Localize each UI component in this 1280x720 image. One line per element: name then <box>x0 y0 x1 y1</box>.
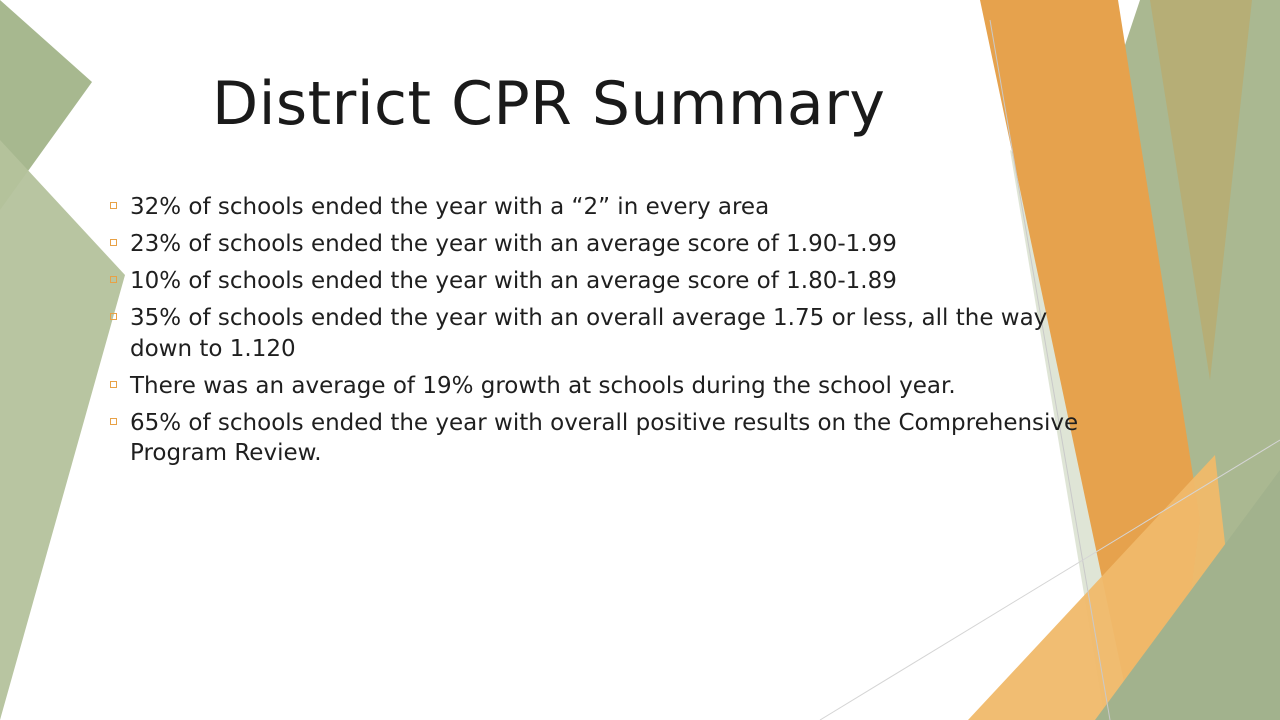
bullet-text: 65% of schools ended the year with overall positive results on the Comprehensive Program Review. <box>130 409 1079 466</box>
square-bullet-icon <box>110 313 117 320</box>
square-bullet-icon <box>110 239 117 246</box>
bullet-item <box>104 408 1084 469</box>
bullet-text: 10% of schools ended the year with an average score of 1.80-1.89 <box>130 268 897 294</box>
bullet-item <box>104 192 1084 223</box>
bullet-item <box>104 229 1084 260</box>
square-bullet-icon <box>110 276 117 283</box>
bullet-list <box>104 192 1084 475</box>
square-bullet-icon <box>110 202 117 209</box>
bullet-text: 35% of schools ended the year with an overall average 1.75 or less, all the way down to 1.120 <box>130 305 1048 362</box>
bullet-text: There was an average of 19% growth at schools during the school year. <box>130 372 956 399</box>
square-bullet-icon <box>110 381 117 388</box>
bullet-item <box>104 371 1084 402</box>
slide-title: District CPR Summary <box>212 69 886 139</box>
bullet-item <box>104 303 1084 364</box>
bullet-text: 23% of schools ended the year with an average score of 1.90-1.99 <box>130 231 897 257</box>
bullet-item <box>104 266 1084 297</box>
square-bullet-icon <box>110 418 117 425</box>
bullet-text: 32% of schools ended the year with a “2” in every area <box>130 194 770 220</box>
